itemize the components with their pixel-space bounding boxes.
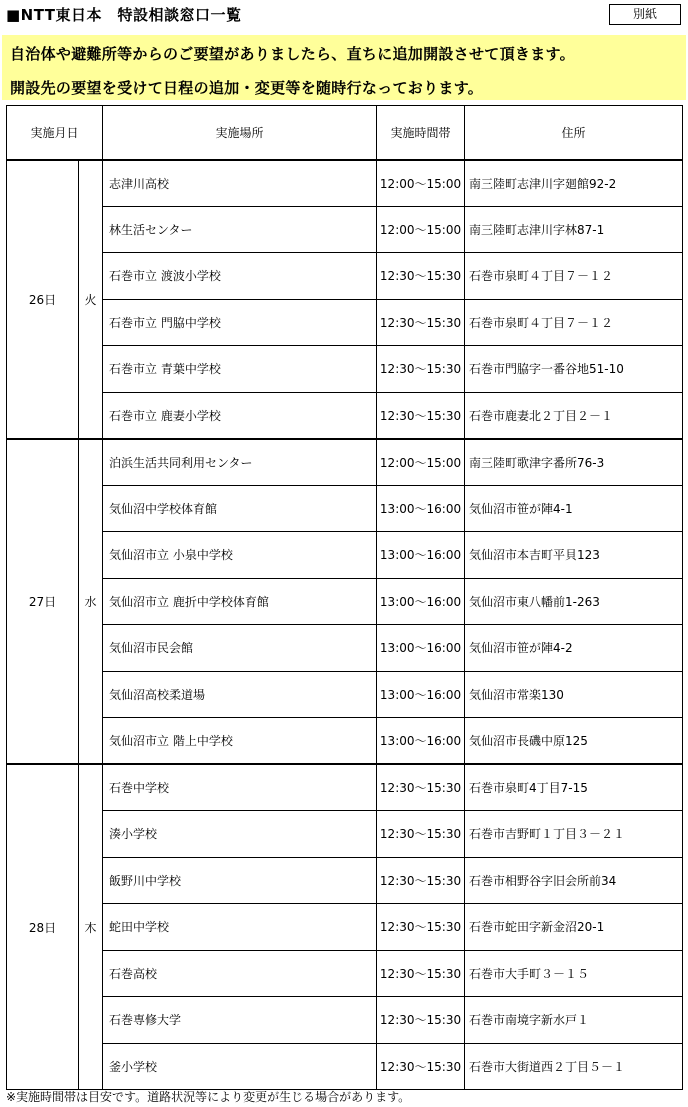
footer-note: ※実施時間帯は目安です。道路状況等により変更が生じる場合があります。 [6,1090,411,1104]
table-row [7,160,683,207]
address-cell: 石巻市泉町４丁目７－１２ [465,253,683,300]
notice-line-1: 自治体や避難所等からのご要望がありましたら、直ちに追加開設させて頂きます。 [10,45,575,63]
address-cell: 気仙沼市笹が陣4-2 [465,625,683,672]
address-cell: 石巻市門脇字一番谷地51-10 [465,346,683,393]
place-cell: 志津川高校 [103,160,377,207]
page-title: ■NTT東日本 特設相談窓口一覧 [6,6,242,24]
notice-line-2: 開設先の要望を受けて日程の追加・変更等を随時行なっております。 [10,79,484,97]
table-row [7,299,683,346]
place-cell: 石巻専修大学 [103,997,377,1044]
date-cell: 28日 [7,764,79,1090]
address-cell: 気仙沼市本吉町平貝123 [465,532,683,579]
address-cell: 石巻市南境字新水戸１ [465,997,683,1044]
table-row [7,904,683,951]
column-header-address: 住所 [465,106,683,160]
weekday-cell: 火 [79,160,103,439]
date-group [7,160,683,439]
time-cell: 13:00～16:00 [377,671,465,718]
address-cell: 南三陸町志津川字林87-1 [465,206,683,253]
time-cell: 12:00～15:00 [377,206,465,253]
address-cell: 石巻市大街道西２丁目５－１ [465,1043,683,1090]
column-header-place: 実施場所 [103,106,377,160]
time-cell: 12:30～15:30 [377,997,465,1044]
table-row [7,578,683,625]
place-cell: 泊浜生活共同利用センター [103,439,377,486]
address-cell: 石巻市大手町３－１５ [465,950,683,997]
time-cell: 12:30～15:30 [377,253,465,300]
weekday-cell: 水 [79,439,103,765]
address-cell: 石巻市泉町４丁目７－１２ [465,299,683,346]
place-cell: 釜小学校 [103,1043,377,1090]
table-row [7,857,683,904]
time-cell: 12:00～15:00 [377,160,465,207]
place-cell: 石巻市立 青葉中学校 [103,346,377,393]
place-cell: 気仙沼市立 階上中学校 [103,718,377,765]
table-row [7,485,683,532]
address-cell: 南三陸町志津川字廻館92-2 [465,160,683,207]
date-group [7,439,683,765]
place-cell: 石巻高校 [103,950,377,997]
table-row [7,253,683,300]
place-cell: 飯野川中学校 [103,857,377,904]
schedule-table [6,105,683,1090]
time-cell: 12:30～15:30 [377,811,465,858]
date-cell: 26日 [7,160,79,439]
notice-box [2,35,686,100]
time-cell: 12:30～15:30 [377,392,465,439]
address-cell: 石巻市泉町4丁目7-15 [465,764,683,811]
time-cell: 13:00～16:00 [377,625,465,672]
table-row [7,671,683,718]
table-row [7,950,683,997]
place-cell: 石巻市立 渡波小学校 [103,253,377,300]
place-cell: 蛇田中学校 [103,904,377,951]
place-cell: 気仙沼市民会館 [103,625,377,672]
time-cell: 12:30～15:30 [377,857,465,904]
table-header-row [7,106,683,160]
time-cell: 12:30～15:30 [377,346,465,393]
table-row [7,532,683,579]
address-cell: 石巻市蛇田字新金沼20-1 [465,904,683,951]
table-row [7,997,683,1044]
attachment-label: 別紙 [609,4,681,25]
place-cell: 林生活センター [103,206,377,253]
table-row [7,811,683,858]
table-row [7,1043,683,1090]
time-cell: 12:30～15:30 [377,1043,465,1090]
table-row [7,718,683,765]
place-cell: 気仙沼中学校体育館 [103,485,377,532]
time-cell: 12:30～15:30 [377,904,465,951]
address-cell: 気仙沼市常楽130 [465,671,683,718]
place-cell: 湊小学校 [103,811,377,858]
address-cell: 石巻市鹿妻北２丁目２－１ [465,392,683,439]
table-row [7,206,683,253]
address-cell: 気仙沼市笹が陣4-1 [465,485,683,532]
address-cell: 石巻市吉野町１丁目３－２１ [465,811,683,858]
address-cell: 気仙沼市東八幡前1-263 [465,578,683,625]
table-row [7,346,683,393]
place-cell: 石巻市立 鹿妻小学校 [103,392,377,439]
place-cell: 気仙沼高校柔道場 [103,671,377,718]
date-group [7,764,683,1090]
time-cell: 12:30～15:30 [377,950,465,997]
time-cell: 13:00～16:00 [377,485,465,532]
time-cell: 13:00～16:00 [377,718,465,765]
address-cell: 南三陸町歌津字番所76-3 [465,439,683,486]
address-cell: 気仙沼市長磯中原125 [465,718,683,765]
table-row [7,764,683,811]
address-cell: 石巻市相野谷字旧会所前34 [465,857,683,904]
time-cell: 12:00～15:00 [377,439,465,486]
column-header-time: 実施時間帯 [377,106,465,160]
weekday-cell: 木 [79,764,103,1090]
table-row [7,439,683,486]
time-cell: 12:30～15:30 [377,764,465,811]
date-cell: 27日 [7,439,79,765]
table-row [7,625,683,672]
place-cell: 気仙沼市立 鹿折中学校体育館 [103,578,377,625]
place-cell: 石巻市立 門脇中学校 [103,299,377,346]
time-cell: 13:00～16:00 [377,532,465,579]
time-cell: 13:00～16:00 [377,578,465,625]
place-cell: 気仙沼市立 小泉中学校 [103,532,377,579]
place-cell: 石巻中学校 [103,764,377,811]
time-cell: 12:30～15:30 [377,299,465,346]
table-row [7,392,683,439]
column-header-date: 実施月日 [7,106,103,160]
